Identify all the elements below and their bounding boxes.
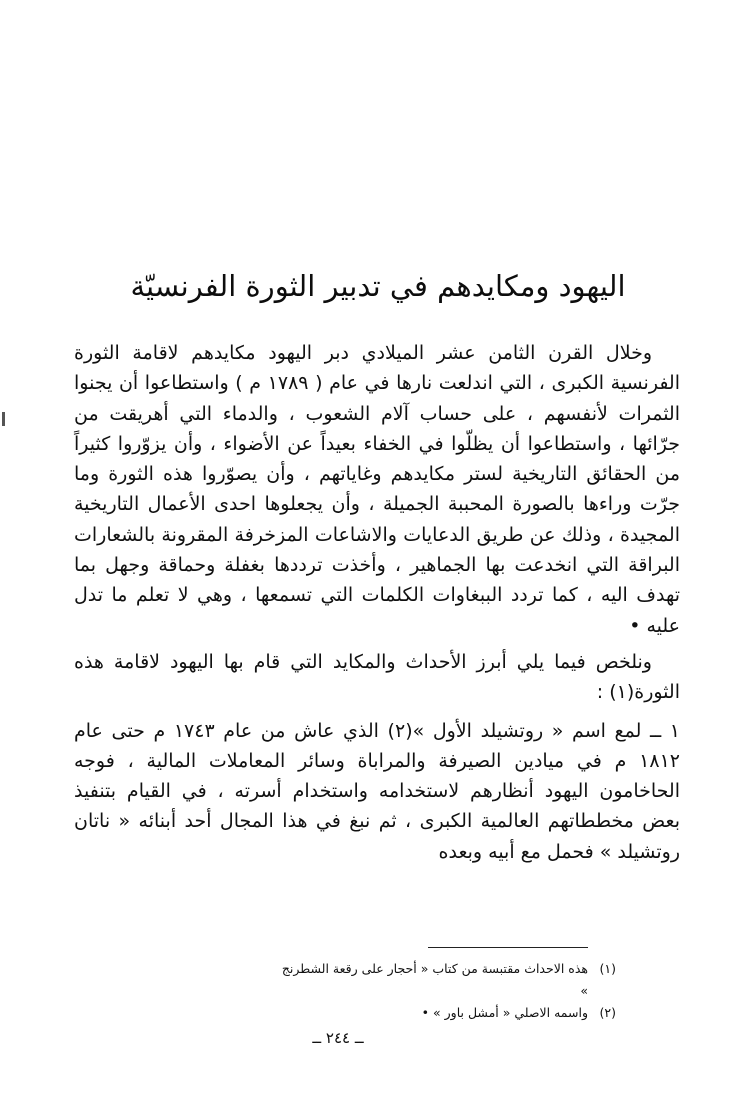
paragraph-item-1: ١ ــ لمع اسم « روتشيلد الأول »(٢) الذي عاش من عام ١٧٤٣ م حتى عام ١٨١٢ م في ميادين الصيرفة والمراباة وسائر المعاملات المالية ، فوجه الحاخامون اليهود أنظارهم لاستخدامه واستخدام أسرته ، في القيام بتنفيذ بعض مخططاتهم العالمية الكبرى ، ثم نبغ في هذا المجال أحد أبنائه « ناتان روتشيلد » فحمل مع أبيه وبعده <box>74 719 681 863</box>
footnote-text: هذه الاحداث مقتبسة من كتاب « أحجار على رقعة الشطرنج » <box>281 961 588 998</box>
paragraph-intro: وخلال القرن الثامن عشر الميلادي دبر اليهود مكايدهم لاقامة الثورة الفرنسية الكبرى ، التي اندلعت نارها في عام ( ١٧٨٩ م ) واستطاعوا أن يجنوا الثمرات لأنفسهم ، على حساب آلام الشعوب ، والدماء التي أهريقت من جرّائها ، واستطاعوا أن يظلّوا في الخفاء بعيداً عن الأضواء ، وأن يزوّروا كثيراً من الحقائق التاريخية لستر مكايدهم وغاياتهم ، وأن يصوّروا هذه الثورة وما جرّت وراءها بالصورة المحببة الجميلة ، وأن يجعلوها احدى الأعمال التاريخية المجيدة ، وذلك عن طريق الدعايات والاشاعات المزخرفة المقرونة بالشعارات البراقة التي انخدعت بها الجماهير ، وأخذت ترددها بغفلة وحماقة وجهل بما تهدف اليه ، كما تردد الببغاوات الكلمات التي تسمعها ، وهي لا تعلم ما تدل عليه • <box>74 342 681 637</box>
footnote-item <box>280 1002 616 1024</box>
page-number: ــ ٢٤٤ ــ <box>312 1029 364 1047</box>
footnote-item <box>280 958 616 1002</box>
margin-mark <box>2 412 5 426</box>
footnote-text: واسمه الاصلي « أمشل باور » • <box>421 1005 588 1020</box>
paragraph-summary: ونلخص فيما يلي أبرز الأحداث والمكايد التي قام بها اليهود لاقامة هذه الثورة(١) : <box>74 650 680 704</box>
footnote-number: (٢) <box>599 1005 616 1020</box>
footnote-number: (١) <box>599 961 616 976</box>
body-text <box>74 338 680 873</box>
footnotes <box>280 958 616 1024</box>
footnote-divider <box>428 947 588 948</box>
chapter-title: اليهود ومكايدهم في تدبير الثورة الفرنسيّة <box>130 269 626 303</box>
